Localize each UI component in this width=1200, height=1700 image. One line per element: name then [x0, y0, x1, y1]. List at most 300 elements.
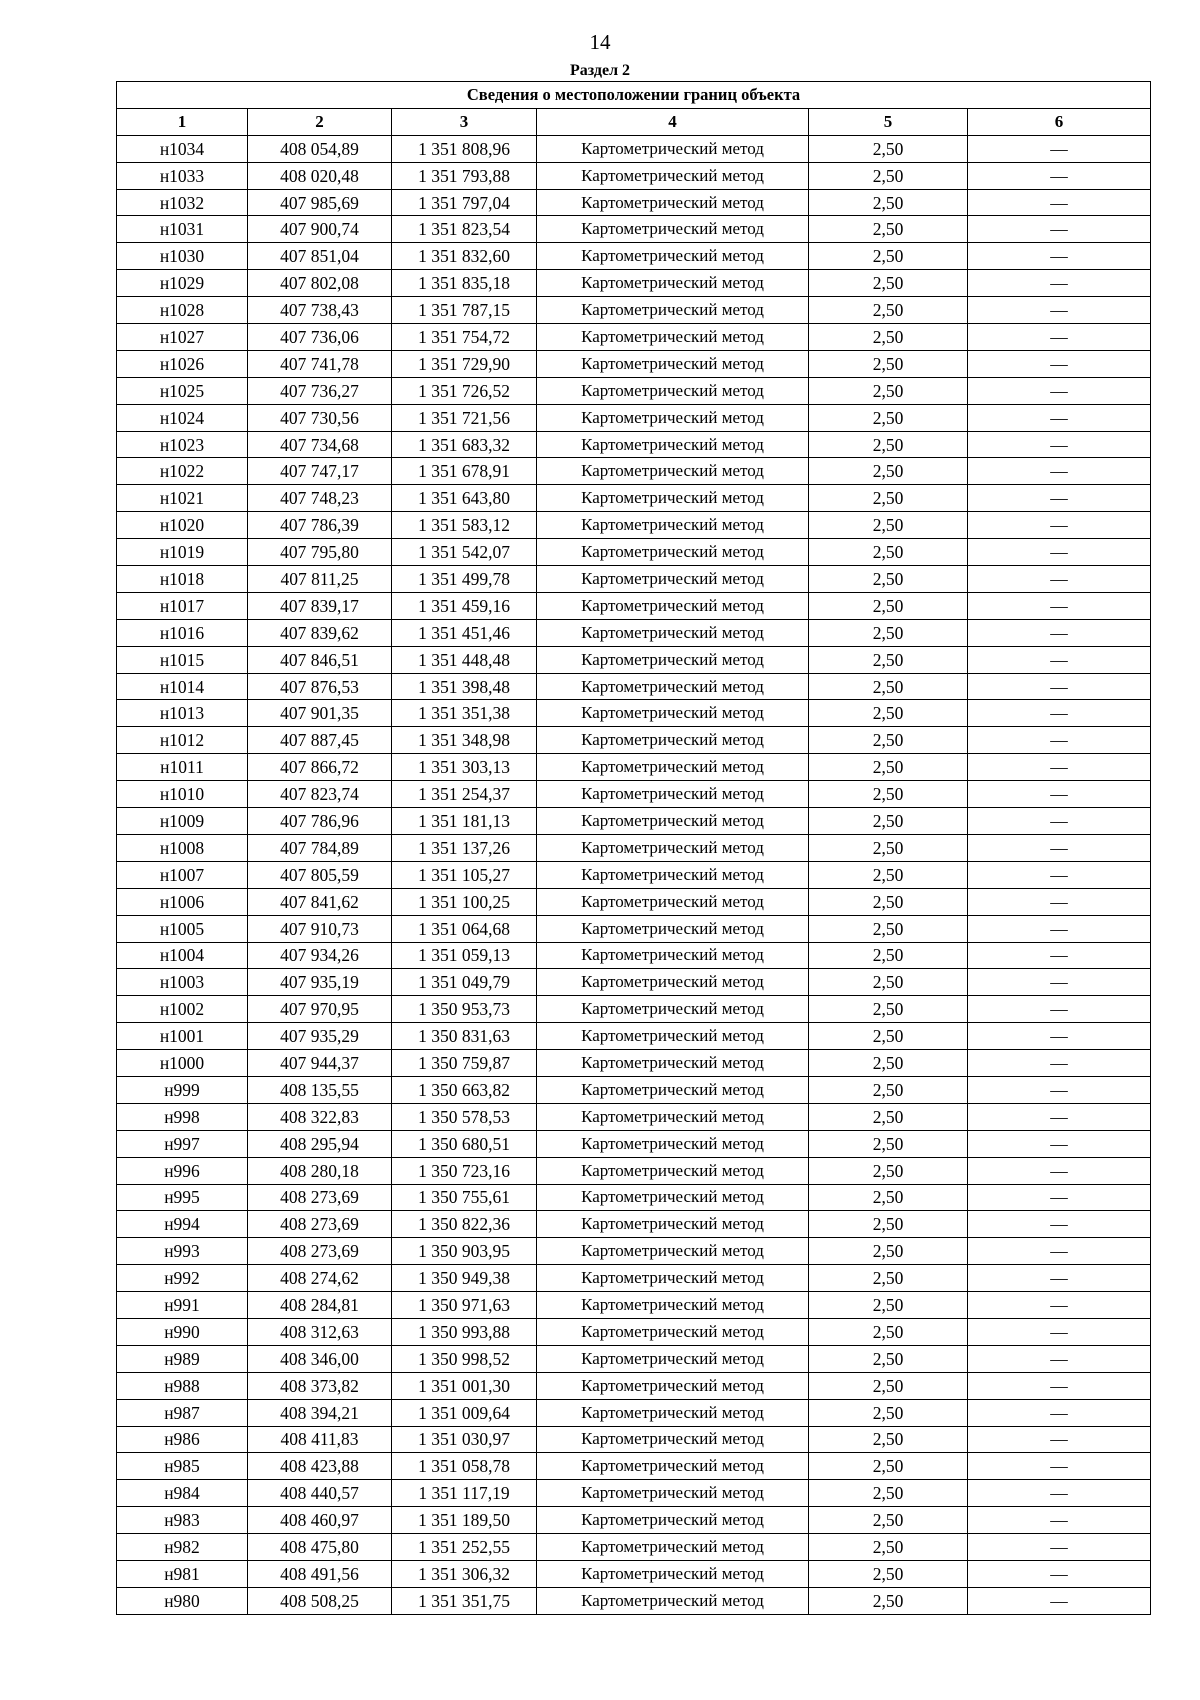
accuracy-cell: 2,50	[809, 216, 968, 243]
x-coordinate-cell: 408 280,18	[248, 1157, 392, 1184]
y-coordinate-cell: 1 351 181,13	[392, 808, 537, 835]
note-cell: —	[968, 834, 1151, 861]
point-name-cell: н1013	[117, 700, 248, 727]
method-cell: Картометрический метод	[537, 1076, 809, 1103]
x-coordinate-cell: 408 394,21	[248, 1399, 392, 1426]
method-cell: Картометрический метод	[537, 539, 809, 566]
point-name-cell: н1007	[117, 861, 248, 888]
y-coordinate-cell: 1 350 663,82	[392, 1076, 537, 1103]
y-coordinate-cell: 1 351 105,27	[392, 861, 537, 888]
caption-row	[117, 82, 1151, 109]
note-cell: —	[968, 781, 1151, 808]
y-coordinate-cell: 1 350 998,52	[392, 1345, 537, 1372]
method-cell: Картометрический метод	[537, 270, 809, 297]
table-row	[117, 888, 1151, 915]
x-coordinate-cell: 407 805,59	[248, 861, 392, 888]
note-cell: —	[968, 888, 1151, 915]
point-name-cell: н1033	[117, 162, 248, 189]
x-coordinate-cell: 408 346,00	[248, 1345, 392, 1372]
point-name-cell: н1018	[117, 566, 248, 593]
accuracy-cell: 2,50	[809, 861, 968, 888]
accuracy-cell: 2,50	[809, 646, 968, 673]
point-name-cell: н985	[117, 1453, 248, 1480]
accuracy-cell: 2,50	[809, 1130, 968, 1157]
point-name-cell: н1004	[117, 942, 248, 969]
table-row	[117, 1238, 1151, 1265]
table-row	[117, 297, 1151, 324]
note-cell: —	[968, 1587, 1151, 1614]
note-cell: —	[968, 808, 1151, 835]
method-cell: Картометрический метод	[537, 996, 809, 1023]
method-cell: Картометрический метод	[537, 485, 809, 512]
note-cell: —	[968, 1076, 1151, 1103]
y-coordinate-cell: 1 351 726,52	[392, 377, 537, 404]
point-name-cell: н1022	[117, 458, 248, 485]
accuracy-cell: 2,50	[809, 458, 968, 485]
y-coordinate-cell: 1 350 949,38	[392, 1265, 537, 1292]
point-name-cell: н998	[117, 1103, 248, 1130]
point-name-cell: н1002	[117, 996, 248, 1023]
table-row	[117, 915, 1151, 942]
table-row	[117, 566, 1151, 593]
y-coordinate-cell: 1 351 793,88	[392, 162, 537, 189]
method-cell: Картометрический метод	[537, 566, 809, 593]
section-title: Раздел 2	[569, 62, 631, 79]
accuracy-cell: 2,50	[809, 619, 968, 646]
table-row	[117, 1184, 1151, 1211]
accuracy-cell: 2,50	[809, 969, 968, 996]
method-cell: Картометрический метод	[537, 458, 809, 485]
accuracy-cell: 2,50	[809, 673, 968, 700]
method-cell: Картометрический метод	[537, 1453, 809, 1480]
y-coordinate-cell: 1 350 831,63	[392, 1023, 537, 1050]
point-name-cell: н1019	[117, 539, 248, 566]
table-row	[117, 700, 1151, 727]
x-coordinate-cell: 408 020,48	[248, 162, 392, 189]
accuracy-cell: 2,50	[809, 243, 968, 270]
y-coordinate-cell: 1 351 348,98	[392, 727, 537, 754]
table-row	[117, 1157, 1151, 1184]
accuracy-cell: 2,50	[809, 1292, 968, 1319]
y-coordinate-cell: 1 351 583,12	[392, 512, 537, 539]
table-row	[117, 619, 1151, 646]
accuracy-cell: 2,50	[809, 1534, 968, 1561]
point-name-cell: н1030	[117, 243, 248, 270]
y-coordinate-cell: 1 351 058,78	[392, 1453, 537, 1480]
method-cell: Картометрический метод	[537, 1023, 809, 1050]
y-coordinate-cell: 1 351 009,64	[392, 1399, 537, 1426]
column-number: 1	[117, 108, 248, 135]
accuracy-cell: 2,50	[809, 915, 968, 942]
note-cell: —	[968, 1292, 1151, 1319]
x-coordinate-cell: 408 491,56	[248, 1560, 392, 1587]
table-row	[117, 1507, 1151, 1534]
table-row	[117, 1265, 1151, 1292]
point-name-cell: н1010	[117, 781, 248, 808]
x-coordinate-cell: 407 934,26	[248, 942, 392, 969]
y-coordinate-cell: 1 350 903,95	[392, 1238, 537, 1265]
accuracy-cell: 2,50	[809, 539, 968, 566]
note-cell: —	[968, 646, 1151, 673]
method-cell: Картометрический метод	[537, 377, 809, 404]
accuracy-cell: 2,50	[809, 350, 968, 377]
table-row	[117, 1130, 1151, 1157]
x-coordinate-cell: 407 734,68	[248, 431, 392, 458]
y-coordinate-cell: 1 351 729,90	[392, 350, 537, 377]
accuracy-cell: 2,50	[809, 781, 968, 808]
table-caption: Сведения о местоположении границ объекта	[117, 82, 1151, 109]
note-cell: —	[968, 969, 1151, 996]
note-cell: —	[968, 297, 1151, 324]
x-coordinate-cell: 408 273,69	[248, 1238, 392, 1265]
y-coordinate-cell: 1 351 643,80	[392, 485, 537, 512]
note-cell: —	[968, 1265, 1151, 1292]
method-cell: Картометрический метод	[537, 243, 809, 270]
accuracy-cell: 2,50	[809, 135, 968, 162]
table-row	[117, 485, 1151, 512]
method-cell: Картометрический метод	[537, 1587, 809, 1614]
method-cell: Картометрический метод	[537, 1050, 809, 1077]
accuracy-cell: 2,50	[809, 1560, 968, 1587]
table-row	[117, 781, 1151, 808]
point-name-cell: н986	[117, 1426, 248, 1453]
accuracy-cell: 2,50	[809, 1103, 968, 1130]
table-row	[117, 1587, 1151, 1614]
y-coordinate-cell: 1 351 823,54	[392, 216, 537, 243]
table-row	[117, 1103, 1151, 1130]
x-coordinate-cell: 408 273,69	[248, 1211, 392, 1238]
point-name-cell: н981	[117, 1560, 248, 1587]
point-name-cell: н980	[117, 1587, 248, 1614]
table-row	[117, 1399, 1151, 1426]
note-cell: —	[968, 1426, 1151, 1453]
note-cell: —	[968, 135, 1151, 162]
y-coordinate-cell: 1 351 252,55	[392, 1534, 537, 1561]
y-coordinate-cell: 1 350 680,51	[392, 1130, 537, 1157]
x-coordinate-cell: 407 811,25	[248, 566, 392, 593]
point-name-cell: н1015	[117, 646, 248, 673]
accuracy-cell: 2,50	[809, 1453, 968, 1480]
table-row	[117, 754, 1151, 781]
note-cell: —	[968, 754, 1151, 781]
y-coordinate-cell: 1 351 189,50	[392, 1507, 537, 1534]
y-coordinate-cell: 1 350 755,61	[392, 1184, 537, 1211]
method-cell: Картометрический метод	[537, 646, 809, 673]
x-coordinate-cell: 407 935,29	[248, 1023, 392, 1050]
accuracy-cell: 2,50	[809, 162, 968, 189]
accuracy-cell: 2,50	[809, 1238, 968, 1265]
accuracy-cell: 2,50	[809, 297, 968, 324]
table-row	[117, 592, 1151, 619]
point-name-cell: н983	[117, 1507, 248, 1534]
table-row	[117, 539, 1151, 566]
note-cell: —	[968, 592, 1151, 619]
point-name-cell: н1032	[117, 189, 248, 216]
y-coordinate-cell: 1 351 448,48	[392, 646, 537, 673]
boundary-coordinates-table	[116, 81, 1151, 1615]
note-cell: —	[968, 700, 1151, 727]
y-coordinate-cell: 1 351 678,91	[392, 458, 537, 485]
method-cell: Картометрический метод	[537, 404, 809, 431]
table-row	[117, 512, 1151, 539]
x-coordinate-cell: 407 866,72	[248, 754, 392, 781]
method-cell: Картометрический метод	[537, 1318, 809, 1345]
y-coordinate-cell: 1 351 351,75	[392, 1587, 537, 1614]
note-cell: —	[968, 861, 1151, 888]
note-cell: —	[968, 485, 1151, 512]
x-coordinate-cell: 407 736,27	[248, 377, 392, 404]
accuracy-cell: 2,50	[809, 404, 968, 431]
y-coordinate-cell: 1 351 835,18	[392, 270, 537, 297]
y-coordinate-cell: 1 351 398,48	[392, 673, 537, 700]
x-coordinate-cell: 408 423,88	[248, 1453, 392, 1480]
accuracy-cell: 2,50	[809, 1480, 968, 1507]
point-name-cell: н1014	[117, 673, 248, 700]
note-cell: —	[968, 1157, 1151, 1184]
y-coordinate-cell: 1 350 971,63	[392, 1292, 537, 1319]
method-cell: Картометрический метод	[537, 216, 809, 243]
column-number: 6	[968, 108, 1151, 135]
x-coordinate-cell: 407 970,95	[248, 996, 392, 1023]
table-row	[117, 404, 1151, 431]
method-cell: Картометрический метод	[537, 1534, 809, 1561]
x-coordinate-cell: 407 900,74	[248, 216, 392, 243]
table-row	[117, 1560, 1151, 1587]
point-name-cell: н1003	[117, 969, 248, 996]
method-cell: Картометрический метод	[537, 700, 809, 727]
x-coordinate-cell: 407 846,51	[248, 646, 392, 673]
x-coordinate-cell: 408 475,80	[248, 1534, 392, 1561]
method-cell: Картометрический метод	[537, 1372, 809, 1399]
accuracy-cell: 2,50	[809, 189, 968, 216]
point-name-cell: н1025	[117, 377, 248, 404]
note-cell: —	[968, 915, 1151, 942]
x-coordinate-cell: 408 460,97	[248, 1507, 392, 1534]
method-cell: Картометрический метод	[537, 1560, 809, 1587]
point-name-cell: н1031	[117, 216, 248, 243]
method-cell: Картометрический метод	[537, 297, 809, 324]
note-cell: —	[968, 1211, 1151, 1238]
point-name-cell: н997	[117, 1130, 248, 1157]
accuracy-cell: 2,50	[809, 1318, 968, 1345]
column-number: 3	[392, 108, 537, 135]
x-coordinate-cell: 407 985,69	[248, 189, 392, 216]
note-cell: —	[968, 431, 1151, 458]
x-coordinate-cell: 407 839,62	[248, 619, 392, 646]
x-coordinate-cell: 408 054,89	[248, 135, 392, 162]
y-coordinate-cell: 1 351 451,46	[392, 619, 537, 646]
method-cell: Картометрический метод	[537, 781, 809, 808]
x-coordinate-cell: 407 839,17	[248, 592, 392, 619]
x-coordinate-cell: 407 823,74	[248, 781, 392, 808]
note-cell: —	[968, 243, 1151, 270]
column-number-row	[117, 108, 1151, 135]
table-row	[117, 270, 1151, 297]
point-name-cell: н999	[117, 1076, 248, 1103]
point-name-cell: н996	[117, 1157, 248, 1184]
table-row	[117, 243, 1151, 270]
table-row	[117, 458, 1151, 485]
y-coordinate-cell: 1 351 117,19	[392, 1480, 537, 1507]
x-coordinate-cell: 407 784,89	[248, 834, 392, 861]
accuracy-cell: 2,50	[809, 1345, 968, 1372]
method-cell: Картометрический метод	[537, 1103, 809, 1130]
accuracy-cell: 2,50	[809, 727, 968, 754]
note-cell: —	[968, 1103, 1151, 1130]
method-cell: Картометрический метод	[537, 324, 809, 351]
note-cell: —	[968, 1372, 1151, 1399]
point-name-cell: н1027	[117, 324, 248, 351]
accuracy-cell: 2,50	[809, 270, 968, 297]
method-cell: Картометрический метод	[537, 942, 809, 969]
y-coordinate-cell: 1 351 100,25	[392, 888, 537, 915]
table-row	[117, 1426, 1151, 1453]
accuracy-cell: 2,50	[809, 1023, 968, 1050]
method-cell: Картометрический метод	[537, 1265, 809, 1292]
accuracy-cell: 2,50	[809, 942, 968, 969]
note-cell: —	[968, 1399, 1151, 1426]
method-cell: Картометрический метод	[537, 1157, 809, 1184]
x-coordinate-cell: 407 738,43	[248, 297, 392, 324]
point-name-cell: н1020	[117, 512, 248, 539]
accuracy-cell: 2,50	[809, 1157, 968, 1184]
accuracy-cell: 2,50	[809, 996, 968, 1023]
note-cell: —	[968, 1534, 1151, 1561]
method-cell: Картометрический метод	[537, 861, 809, 888]
y-coordinate-cell: 1 351 030,97	[392, 1426, 537, 1453]
method-cell: Картометрический метод	[537, 754, 809, 781]
table-row	[117, 1050, 1151, 1077]
note-cell: —	[968, 1050, 1151, 1077]
note-cell: —	[968, 1318, 1151, 1345]
accuracy-cell: 2,50	[809, 808, 968, 835]
column-number: 5	[809, 108, 968, 135]
note-cell: —	[968, 1130, 1151, 1157]
table-row	[117, 727, 1151, 754]
x-coordinate-cell: 407 887,45	[248, 727, 392, 754]
point-name-cell: н1009	[117, 808, 248, 835]
x-coordinate-cell: 408 273,69	[248, 1184, 392, 1211]
y-coordinate-cell: 1 351 306,32	[392, 1560, 537, 1587]
accuracy-cell: 2,50	[809, 1372, 968, 1399]
method-cell: Картометрический метод	[537, 673, 809, 700]
x-coordinate-cell: 407 802,08	[248, 270, 392, 297]
accuracy-cell: 2,50	[809, 1587, 968, 1614]
note-cell: —	[968, 1184, 1151, 1211]
y-coordinate-cell: 1 351 797,04	[392, 189, 537, 216]
table-row	[117, 324, 1151, 351]
y-coordinate-cell: 1 350 822,36	[392, 1211, 537, 1238]
accuracy-cell: 2,50	[809, 566, 968, 593]
point-name-cell: н1026	[117, 350, 248, 377]
method-cell: Картометрический метод	[537, 1480, 809, 1507]
method-cell: Картометрический метод	[537, 162, 809, 189]
y-coordinate-cell: 1 351 303,13	[392, 754, 537, 781]
table-row	[117, 969, 1151, 996]
point-name-cell: н1034	[117, 135, 248, 162]
note-cell: —	[968, 996, 1151, 1023]
x-coordinate-cell: 407 841,62	[248, 888, 392, 915]
table-row	[117, 1453, 1151, 1480]
method-cell: Картометрический метод	[537, 727, 809, 754]
note-cell: —	[968, 1238, 1151, 1265]
method-cell: Картометрический метод	[537, 1238, 809, 1265]
accuracy-cell: 2,50	[809, 1399, 968, 1426]
note-cell: —	[968, 162, 1151, 189]
y-coordinate-cell: 1 351 459,16	[392, 592, 537, 619]
point-name-cell: н991	[117, 1292, 248, 1319]
method-cell: Картометрический метод	[537, 1426, 809, 1453]
point-name-cell: н990	[117, 1318, 248, 1345]
y-coordinate-cell: 1 351 137,26	[392, 834, 537, 861]
method-cell: Картометрический метод	[537, 619, 809, 646]
note-cell: —	[968, 1453, 1151, 1480]
method-cell: Картометрический метод	[537, 808, 809, 835]
point-name-cell: н1028	[117, 297, 248, 324]
y-coordinate-cell: 1 351 832,60	[392, 243, 537, 270]
point-name-cell: н995	[117, 1184, 248, 1211]
x-coordinate-cell: 407 935,19	[248, 969, 392, 996]
table-row	[117, 1480, 1151, 1507]
note-cell: —	[968, 673, 1151, 700]
accuracy-cell: 2,50	[809, 1265, 968, 1292]
point-name-cell: н994	[117, 1211, 248, 1238]
note-cell: —	[968, 1480, 1151, 1507]
method-cell: Картометрический метод	[537, 1292, 809, 1319]
note-cell: —	[968, 942, 1151, 969]
note-cell: —	[968, 324, 1151, 351]
point-name-cell: н1006	[117, 888, 248, 915]
table-row	[117, 808, 1151, 835]
x-coordinate-cell: 407 747,17	[248, 458, 392, 485]
table-row	[117, 350, 1151, 377]
table-row	[117, 377, 1151, 404]
table-row	[117, 673, 1151, 700]
x-coordinate-cell: 407 795,80	[248, 539, 392, 566]
accuracy-cell: 2,50	[809, 834, 968, 861]
method-cell: Картометрический метод	[537, 1211, 809, 1238]
method-cell: Картометрический метод	[537, 1507, 809, 1534]
method-cell: Картометрический метод	[537, 592, 809, 619]
x-coordinate-cell: 407 786,39	[248, 512, 392, 539]
point-name-cell: н1011	[117, 754, 248, 781]
note-cell: —	[968, 1345, 1151, 1372]
point-name-cell: н1029	[117, 270, 248, 297]
table-row	[117, 942, 1151, 969]
accuracy-cell: 2,50	[809, 592, 968, 619]
accuracy-cell: 2,50	[809, 888, 968, 915]
point-name-cell: н989	[117, 1345, 248, 1372]
accuracy-cell: 2,50	[809, 324, 968, 351]
point-name-cell: н987	[117, 1399, 248, 1426]
accuracy-cell: 2,50	[809, 1507, 968, 1534]
x-coordinate-cell: 408 508,25	[248, 1587, 392, 1614]
x-coordinate-cell: 407 851,04	[248, 243, 392, 270]
y-coordinate-cell: 1 351 351,38	[392, 700, 537, 727]
x-coordinate-cell: 408 312,63	[248, 1318, 392, 1345]
method-cell: Картометрический метод	[537, 915, 809, 942]
x-coordinate-cell: 408 284,81	[248, 1292, 392, 1319]
table-row	[117, 1534, 1151, 1561]
y-coordinate-cell: 1 351 787,15	[392, 297, 537, 324]
y-coordinate-cell: 1 351 683,32	[392, 431, 537, 458]
note-cell: —	[968, 512, 1151, 539]
y-coordinate-cell: 1 350 723,16	[392, 1157, 537, 1184]
point-name-cell: н1005	[117, 915, 248, 942]
accuracy-cell: 2,50	[809, 485, 968, 512]
table-row	[117, 1372, 1151, 1399]
point-name-cell: н1012	[117, 727, 248, 754]
